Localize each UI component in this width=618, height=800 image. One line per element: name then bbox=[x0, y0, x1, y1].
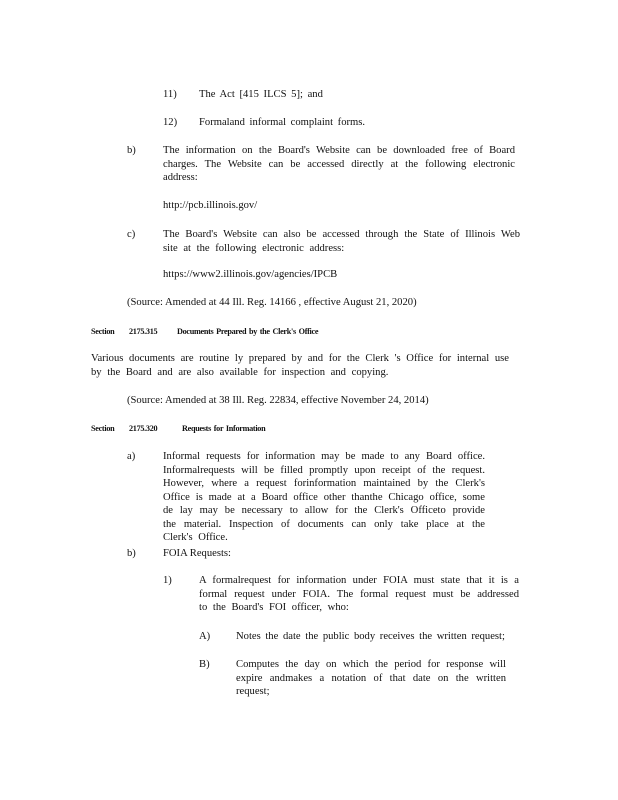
sub-1-number: 1) bbox=[163, 575, 172, 586]
source-note-1: (Source: Amended at 44 Ill. Reg. 14166 , effective August 21, 2020) bbox=[127, 297, 417, 308]
para-c-text: The Board's Website can also be accessed through the State of Illinois Web site at the following electronic address: bbox=[163, 229, 520, 254]
section-315-label: Section bbox=[91, 327, 115, 336]
sub-b-number: B) bbox=[199, 659, 210, 670]
para-c-url[interactable]: https://www2.illinois.gov/agencies/IPCB bbox=[163, 269, 338, 280]
section-315-number: 2175.315 bbox=[129, 327, 158, 336]
sub-1-text: A formalrequest for information under FOIA must state that it is a formal request under FOIA. The formal request must be addressed to the Board's FOI officer, who: bbox=[199, 575, 519, 613]
sub-a-number: A) bbox=[199, 631, 211, 642]
section-320-title: Requests for Information bbox=[182, 424, 266, 433]
section-315-paragraph: Various documents are routine ly prepared by and for the Clerk 's Office for internal use by the Board and are also available for inspection and copying. bbox=[91, 353, 509, 378]
item-12-number: 12) bbox=[163, 117, 178, 128]
section-315-title: Documents Prepared by the Clerk's Office bbox=[177, 327, 319, 336]
section-320-number: 2175.320 bbox=[129, 424, 158, 433]
para-320b-label: FOIA Requests: bbox=[163, 548, 231, 559]
section-320-label: Section bbox=[91, 424, 115, 433]
item-12-text: Formaland informal complaint forms. bbox=[199, 117, 366, 128]
para-b-url[interactable]: http://pcb.illinois.gov/ bbox=[163, 200, 258, 211]
sub-b-text: Computes the day on which the period for response will expire andmakes a notation of that date on the written request; bbox=[236, 659, 506, 697]
item-11-number: 11) bbox=[163, 89, 177, 100]
para-320b-number: b) bbox=[127, 548, 136, 559]
para-320a-number: a) bbox=[127, 451, 136, 462]
para-320a-text: Informal requests for information may be made to any Board office. Informalrequests will be filled promptly upon receipt of the request. However, where a request forinformation maintained by the Clerk's Office is made at a Board office other thanthe Chicago office, some de lay may be necessary to allow for the Clerk's Officeto provide the material. Inspection of documents can only take place at the Clerk's Office. bbox=[163, 451, 485, 543]
para-b-number: b) bbox=[127, 145, 136, 156]
para-b-text: The information on the Board's Website can be downloaded free of Board charges. The Website can be accessed directly at the following electronic address: bbox=[163, 145, 515, 183]
sub-a-text: Notes the date the public body receives the written request; bbox=[236, 631, 505, 642]
source-note-2: (Source: Amended at 38 Ill. Reg. 22834, effective November 24, 2014) bbox=[127, 395, 429, 406]
para-c-number: c) bbox=[127, 229, 136, 240]
item-11-text: The Act [415 ILCS 5]; and bbox=[199, 89, 323, 100]
